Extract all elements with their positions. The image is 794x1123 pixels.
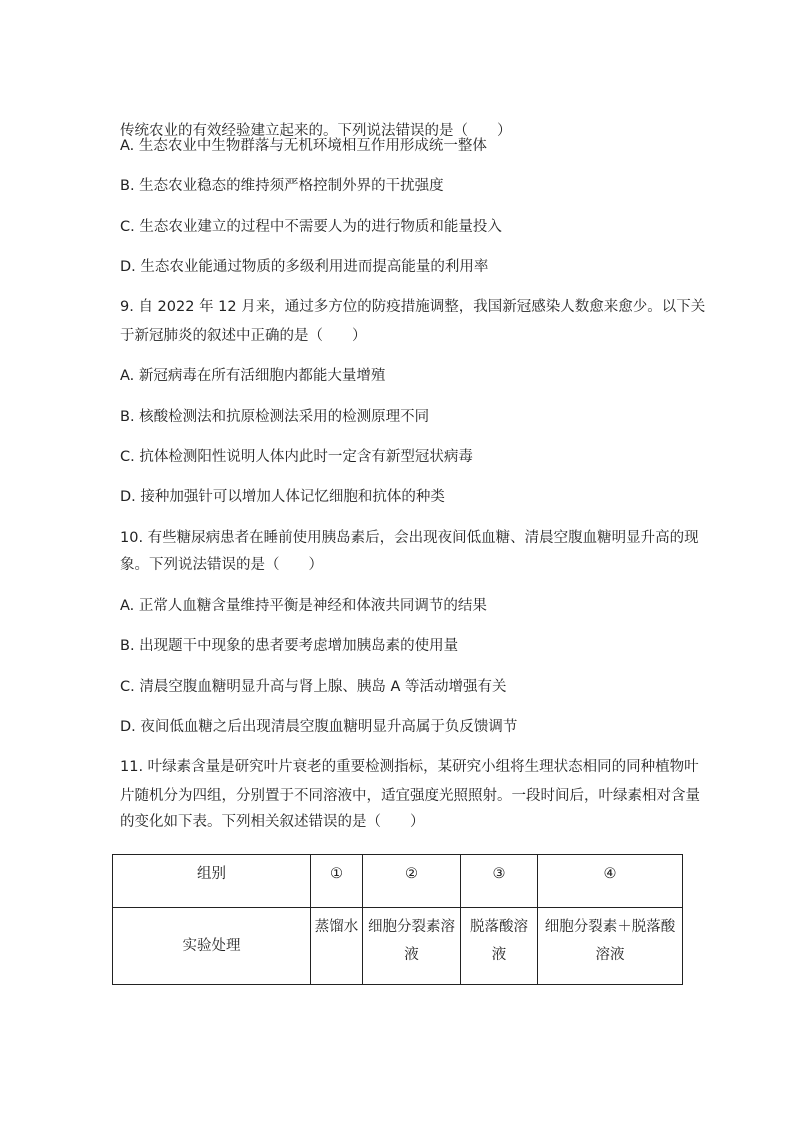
q8-option-b: B. 生态农业稳态的维持须严格控制外界的干扰强度 xyxy=(120,178,444,194)
q10-stem-line1: 10. 有些糖尿病患者在睡前使用胰岛素后，会出现夜间低血糖、清晨空腹血糖明显升高的现 xyxy=(120,530,699,546)
q11-stem-line3: 的变化如下表。下列相关叙述错误的是（ ） xyxy=(120,814,425,830)
table-cell: 蒸馏水 xyxy=(311,908,363,985)
table-cell: ② xyxy=(363,855,461,908)
q9-option-b: B. 核酸检测法和抗原检测法采用的检测原理不同 xyxy=(120,409,430,425)
q8-stem-continuation: 传统农业的有效经验建立起来的。下列说法错误的是（ ） xyxy=(120,123,512,139)
q11-stem-line1: 11. 叶绿素含量是研究叶片衰老的重要检测指标，某研究小组将生理状态相同的同种植物叶 xyxy=(120,759,699,775)
q10-option-d: D. 夜间低血糖之后出现清晨空腹血糖明显升高属于负反馈调节 xyxy=(120,719,518,735)
experiment-table xyxy=(112,854,683,985)
table-cell: 脱落酸溶液 xyxy=(461,908,538,985)
q9-option-d: D. 接种加强针可以增加人体记忆细胞和抗体的种类 xyxy=(120,489,445,505)
q9-option-a: A. 新冠病毒在所有活细胞内都能大量增殖 xyxy=(120,368,386,384)
q10-option-b: B. 出现题干中现象的患者要考虑增加胰岛素的使用量 xyxy=(120,638,459,654)
q10-stem-line2: 象。下列说法错误的是（ ） xyxy=(120,557,323,573)
table-cell: 细胞分裂素＋脱落酸溶液 xyxy=(538,908,683,985)
q10-option-c: C. 清晨空腹血糖明显升高与肾上腺、胰岛 A 等活动增强有关 xyxy=(120,679,507,695)
table-row xyxy=(113,908,683,985)
table-cell: 组别 xyxy=(113,855,311,908)
q10-option-a: A. 正常人血糖含量维持平衡是神经和体液共同调节的结果 xyxy=(120,598,487,614)
q8-option-a: A. 生态农业中生物群落与无机环境相互作用形成统一整体 xyxy=(120,138,487,154)
table-header-row xyxy=(113,855,683,908)
table-cell: ③ xyxy=(461,855,538,908)
q9-option-c: C. 抗体检测阳性说明人体内此时一定含有新型冠状病毒 xyxy=(120,449,473,465)
table-cell: 细胞分裂素溶液 xyxy=(363,908,461,985)
table-cell: 实验处理 xyxy=(113,908,311,985)
q11-stem-line2: 片随机分为四组，分别置于不同溶液中，适宜强度光照照射。一段时间后，叶绿素相对含量 xyxy=(120,788,700,804)
q8-option-c: C. 生态农业建立的过程中不需要人为的进行物质和能量投入 xyxy=(120,219,502,235)
table-cell: ④ xyxy=(538,855,683,908)
q9-stem-line1: 9. 自 2022 年 12 月来，通过多方位的防疫措施调整，我国新冠感染人数愈来愈少。以下关 xyxy=(120,299,706,315)
q9-stem-line2: 于新冠肺炎的叙述中正确的是（ ） xyxy=(120,328,367,344)
table-cell: ① xyxy=(311,855,363,908)
q8-option-d: D. 生态农业能通过物质的多级利用进而提高能量的利用率 xyxy=(120,259,489,275)
